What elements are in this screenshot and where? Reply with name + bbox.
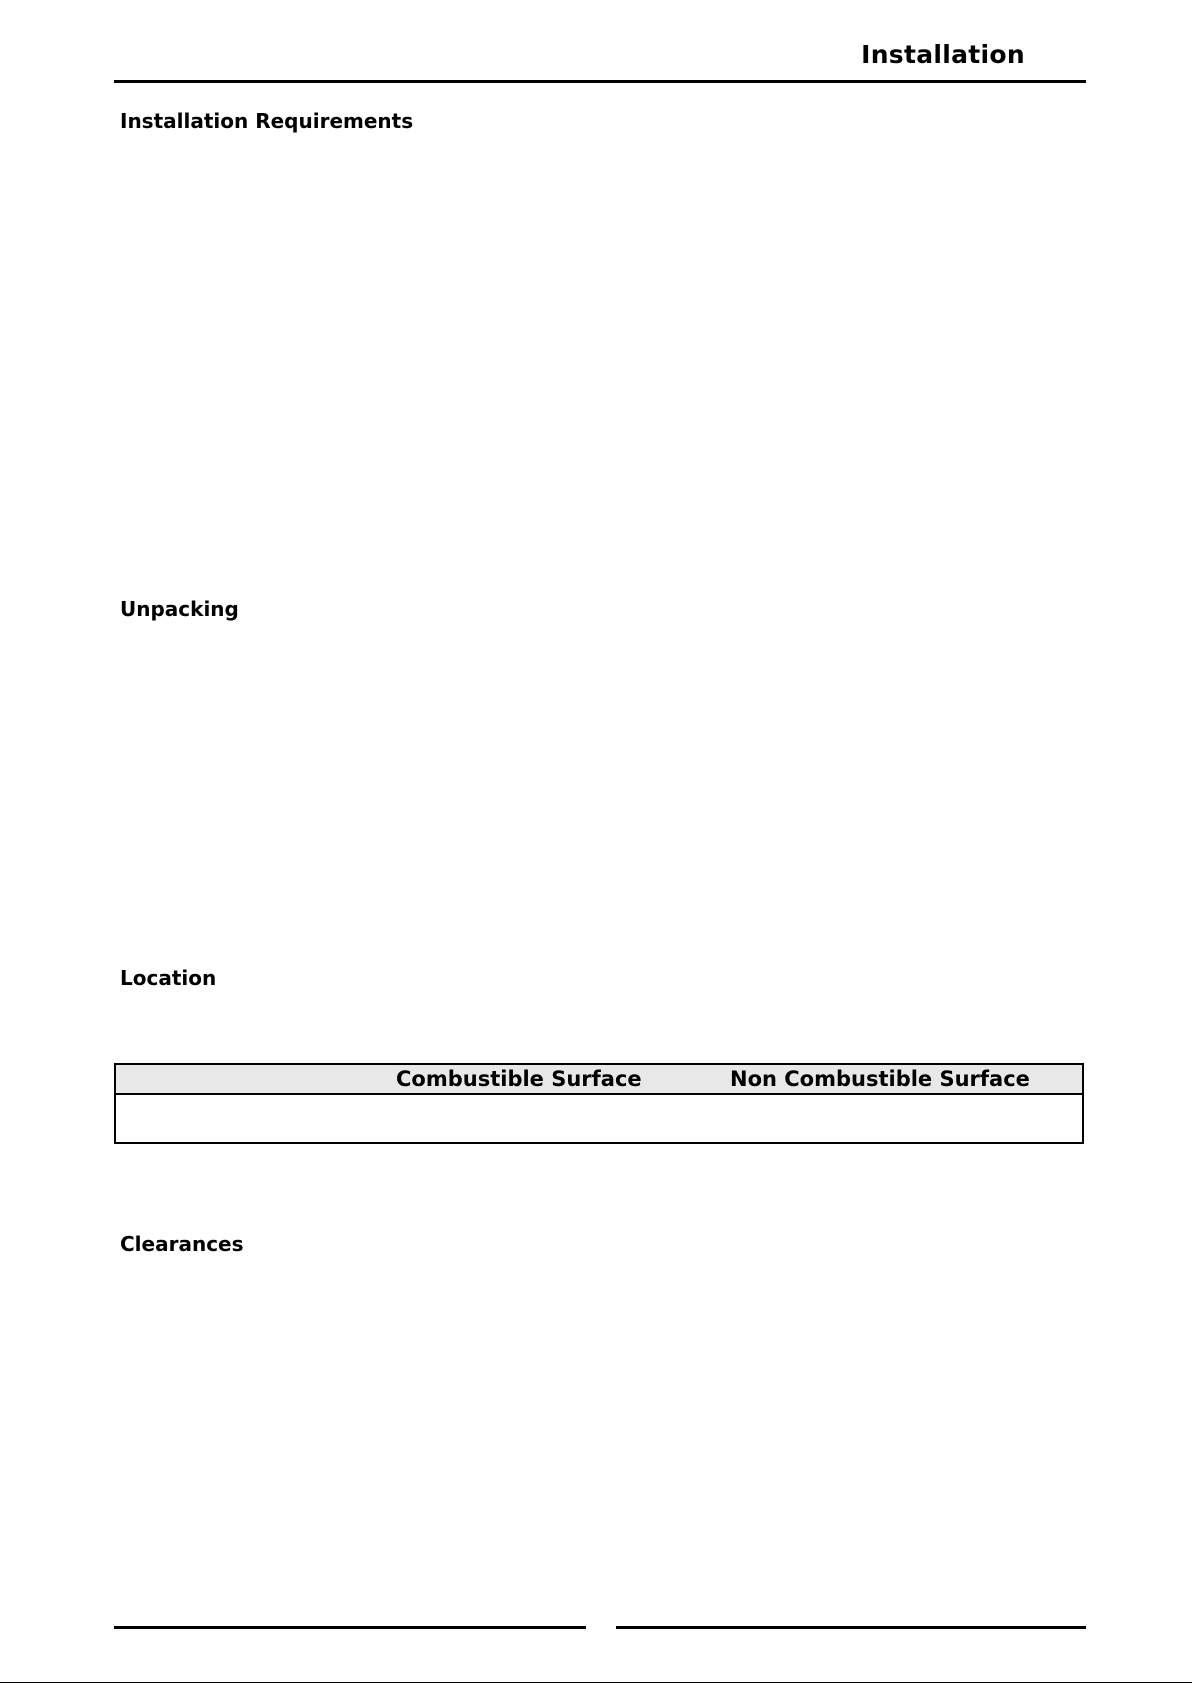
- table-header-row: [116, 1065, 1082, 1095]
- table-header-combustible-surface: Combustible Surface: [396, 1067, 642, 1091]
- header-divider: [114, 80, 1086, 83]
- footer-divider-right: [616, 1626, 1086, 1629]
- heading-location: Location: [120, 966, 217, 990]
- heading-clearances: Clearances: [120, 1232, 244, 1256]
- heading-installation-requirements: Installation Requirements: [120, 109, 414, 133]
- footer-divider-left: [114, 1626, 586, 1629]
- table-header-non-combustible-surface: Non Combustible Surface: [730, 1067, 1030, 1091]
- page-title: Installation: [861, 40, 1025, 69]
- heading-unpacking: Unpacking: [120, 597, 239, 621]
- page-bottom-edge: [0, 1682, 1192, 1683]
- surface-clearance-table: [114, 1063, 1084, 1144]
